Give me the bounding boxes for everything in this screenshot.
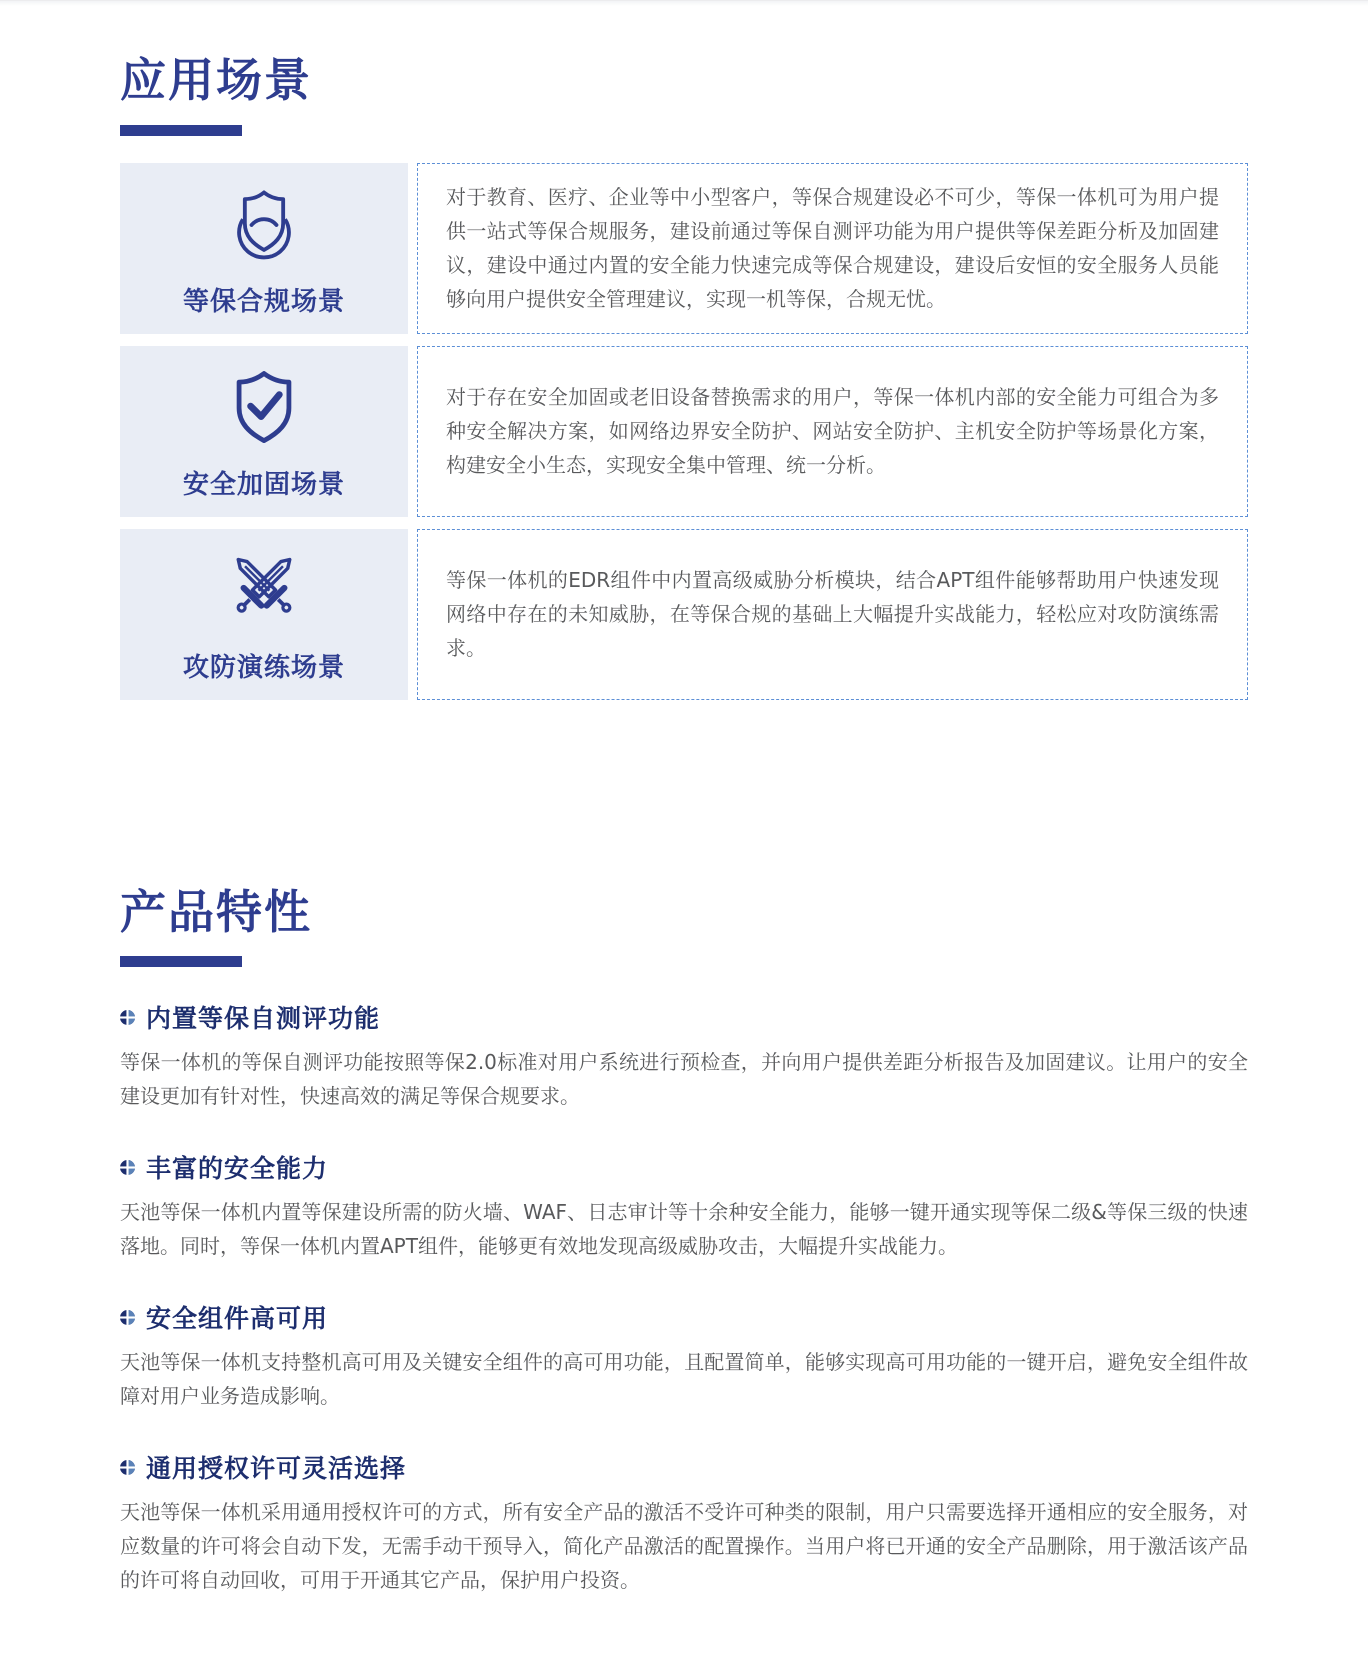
scenario-description: 等保一体机的EDR组件中内置高级威胁分析模块，结合APT组件能够帮助用户快速发现网络中存在的未知威胁，在等保合规的基础上大幅提升实战能力，轻松应对攻防演练需求。 — [446, 563, 1219, 665]
shield-circle-icon — [218, 179, 310, 271]
section-title-scenarios: 应用场景 — [120, 52, 1248, 110]
scenario-card-label: 安全加固场景 — [183, 464, 345, 501]
compass-bullet-icon — [120, 1310, 135, 1325]
title-underline — [120, 956, 242, 967]
scenario-description-box — [417, 529, 1248, 700]
page-content — [120, 6, 1248, 1653]
feature-heading: 安全组件高可用 — [146, 1299, 328, 1335]
feature-list — [120, 999, 1248, 1597]
feature-high-availability — [120, 1299, 1248, 1413]
feature-heading-row — [120, 1149, 1248, 1185]
scenario-description: 对于教育、医疗、企业等中小型客户，等保合规建设必不可少，等保一体机可为用户提供一站式等保合规服务，建设前通过等保自测评功能为用户提供等保差距分析及加固建议，建设中通过内置的安全能力快速完成等保合规建设，建设后安恒的安全服务人员能够向用户提供安全管理建议，实现一机等保，合规无忧。 — [446, 180, 1219, 316]
section-product-features — [120, 712, 1248, 1653]
scenario-description: 对于存在安全加固或老旧设备替换需求的用户，等保一体机内部的安全能力可组合为多种安全解决方案，如网络边界安全防护、网站安全防护、主机安全防护等场景化方案，构建安全小生态，实现安全集中管理、统一分析。 — [446, 380, 1219, 482]
feature-heading-row — [120, 1449, 1248, 1485]
feature-body: 天池等保一体机内置等保建设所需的防火墙、WAF、日志审计等十余种安全能力，能够一键开通实现等保二级&等保三级的快速落地。同时，等保一体机内置APT组件，能够更有效地发现高级威胁攻击，大幅提升实战能力。 — [120, 1195, 1248, 1263]
scenario-card-label: 等保合规场景 — [183, 281, 345, 318]
title-underline — [120, 125, 242, 136]
scenario-row-compliance — [120, 163, 1248, 334]
feature-universal-license — [120, 1449, 1248, 1597]
section-title-features: 产品特性 — [120, 884, 1248, 942]
scenario-row-hardening — [120, 346, 1248, 517]
scenario-card-attack-defense — [120, 529, 408, 700]
feature-security-capabilities — [120, 1149, 1248, 1263]
crossed-swords-icon — [218, 545, 310, 637]
feature-self-assessment — [120, 999, 1248, 1113]
section-application-scenarios — [120, 6, 1248, 700]
scenario-row-attack-defense — [120, 529, 1248, 700]
feature-body: 等保一体机的等保自测评功能按照等保2.0标准对用户系统进行预检查，并向用户提供差距分析报告及加固建议。让用户的安全建设更加有针对性，快速高效的满足等保合规要求。 — [120, 1045, 1248, 1113]
feature-heading: 通用授权许可灵活选择 — [146, 1449, 406, 1485]
scenario-description-box — [417, 346, 1248, 517]
compass-bullet-icon — [120, 1160, 135, 1175]
feature-body: 天池等保一体机采用通用授权许可的方式，所有安全产品的激活不受许可种类的限制，用户只需要选择开通相应的安全服务，对应数量的许可将会自动下发，无需手动干预导入，简化产品激活的配置操作。当用户将已开通的安全产品删除，用于激活该产品的许可将自动回收，可用于开通其它产品，保护用户投资。 — [120, 1495, 1248, 1597]
feature-body: 天池等保一体机支持整机高可用及关键安全组件的高可用功能，且配置简单，能够实现高可用功能的一键开启，避免安全组件故障对用户业务造成影响。 — [120, 1345, 1248, 1413]
shield-check-icon — [218, 362, 310, 454]
scenario-description-box — [417, 163, 1248, 334]
feature-heading: 内置等保自测评功能 — [146, 999, 380, 1035]
feature-heading: 丰富的安全能力 — [146, 1149, 328, 1185]
compass-bullet-icon — [120, 1460, 135, 1475]
scenario-card-compliance — [120, 163, 408, 334]
feature-heading-row — [120, 1299, 1248, 1335]
scenario-rows — [120, 163, 1248, 700]
compass-bullet-icon — [120, 1010, 135, 1025]
feature-heading-row — [120, 999, 1248, 1035]
scenario-card-hardening — [120, 346, 408, 517]
scenario-card-label: 攻防演练场景 — [183, 647, 345, 684]
